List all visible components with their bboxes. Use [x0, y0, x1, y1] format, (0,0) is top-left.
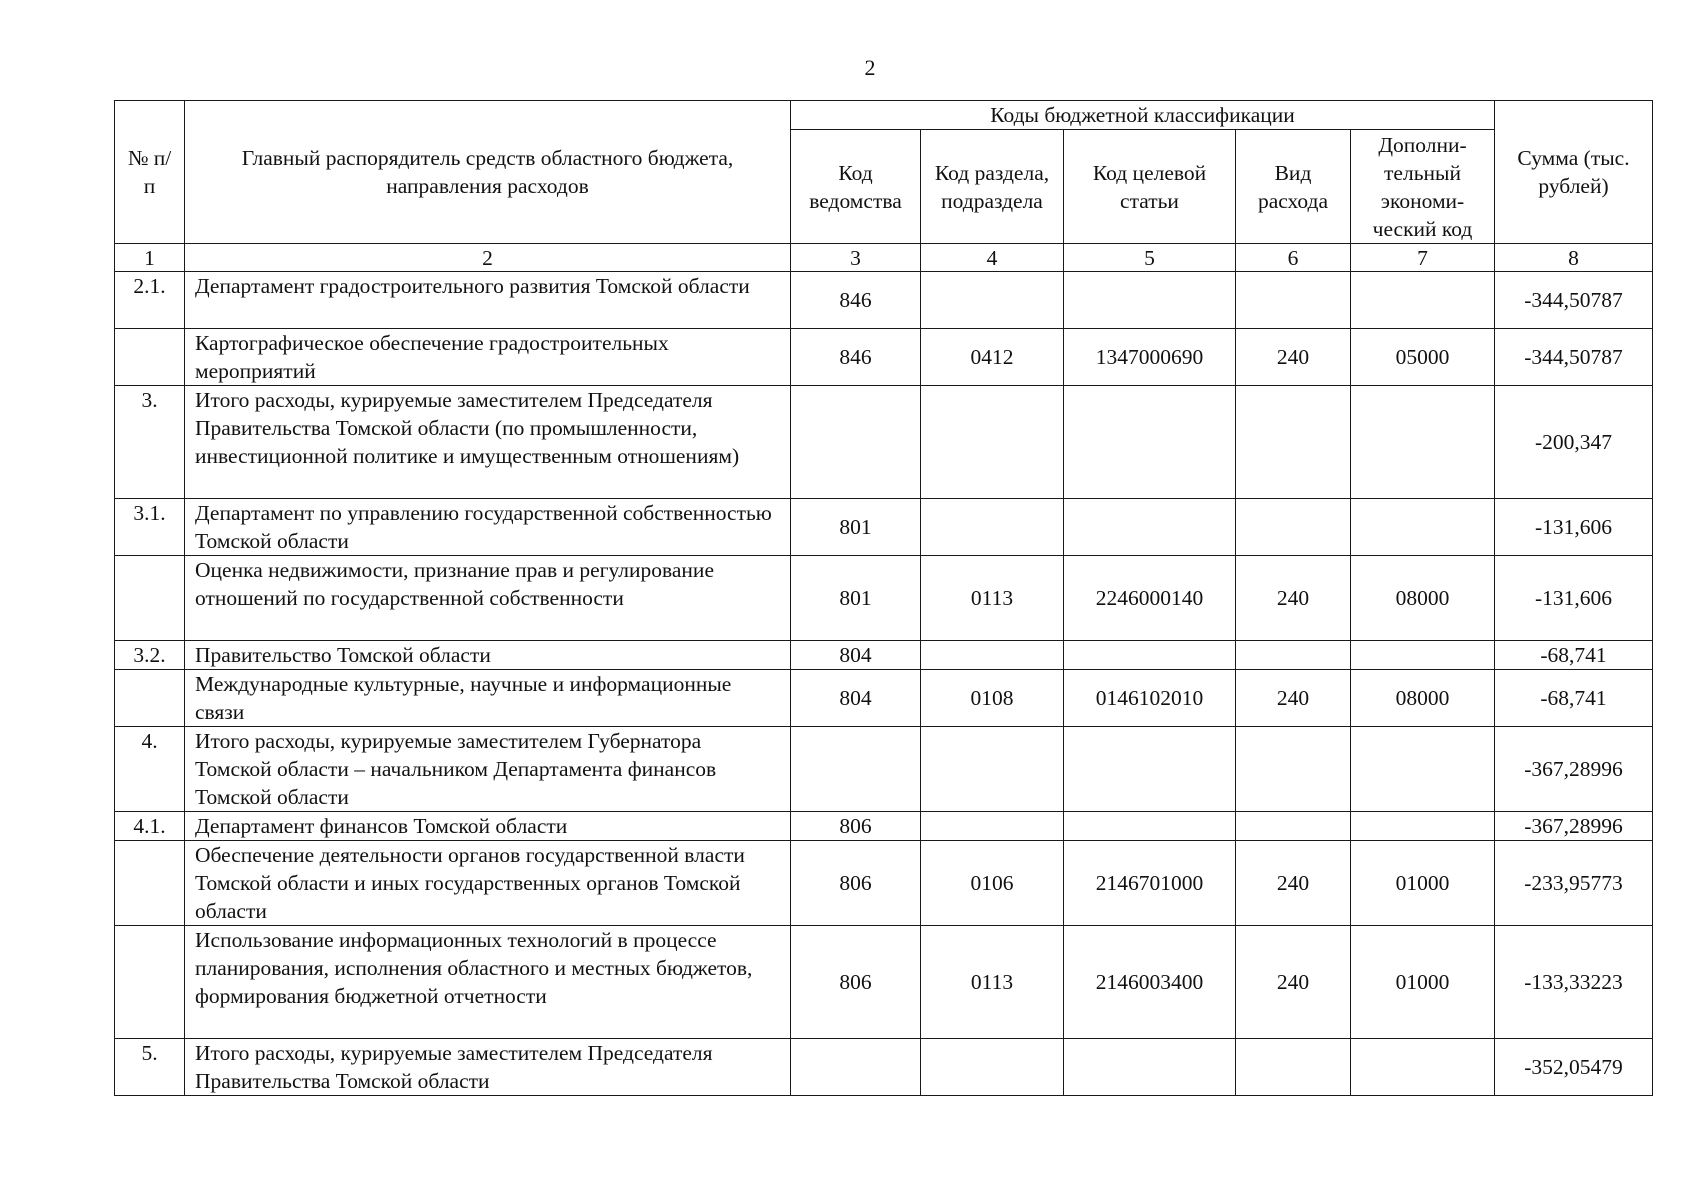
table-row	[115, 329, 1653, 386]
column-number: 3	[791, 244, 921, 272]
row-dop: 08000	[1351, 670, 1495, 727]
row-statia	[1064, 727, 1236, 812]
row-statia: 2146003400	[1064, 926, 1236, 1039]
row-num	[115, 926, 185, 1039]
row-razdel: 0106	[921, 841, 1064, 926]
row-vedomstvo: 846	[791, 329, 921, 386]
row-razdel: 0412	[921, 329, 1064, 386]
row-summa: -68,741	[1495, 670, 1653, 727]
row-num: 4.1.	[115, 812, 185, 841]
header-num: № п/п	[115, 101, 185, 244]
row-vedomstvo: 806	[791, 926, 921, 1039]
row-razdel: 0113	[921, 926, 1064, 1039]
row-statia	[1064, 812, 1236, 841]
row-dop: 01000	[1351, 841, 1495, 926]
page-number: 2	[864, 55, 876, 80]
row-statia: 0146102010	[1064, 670, 1236, 727]
row-statia: 2246000140	[1064, 556, 1236, 641]
row-dop: 01000	[1351, 926, 1495, 1039]
row-statia: 2146701000	[1064, 841, 1236, 926]
table-row	[115, 926, 1653, 1039]
row-num: 3.2.	[115, 641, 185, 670]
row-summa: -68,741	[1495, 641, 1653, 670]
row-summa: -344,50787	[1495, 329, 1653, 386]
row-vid: 240	[1236, 670, 1351, 727]
column-number-row	[115, 244, 1653, 272]
row-summa: -367,28996	[1495, 812, 1653, 841]
row-name: Итого расходы, курируемые заместителем Председателя Правительства Томской области	[185, 1039, 791, 1096]
row-vedomstvo: 846	[791, 272, 921, 329]
row-vedomstvo: 804	[791, 670, 921, 727]
column-number: 4	[921, 244, 1064, 272]
row-num: 3.1.	[115, 499, 185, 556]
row-statia: 1347000690	[1064, 329, 1236, 386]
row-vid: 240	[1236, 329, 1351, 386]
column-number: 8	[1495, 244, 1653, 272]
row-name: Департамент финансов Томской области	[185, 812, 791, 841]
row-vedomstvo: 806	[791, 841, 921, 926]
table-row	[115, 841, 1653, 926]
row-vedomstvo	[791, 1039, 921, 1096]
row-vedomstvo: 801	[791, 556, 921, 641]
row-summa: -367,28996	[1495, 727, 1653, 812]
row-num: 5.	[115, 1039, 185, 1096]
row-statia	[1064, 272, 1236, 329]
table-row	[115, 812, 1653, 841]
row-summa: -133,33223	[1495, 926, 1653, 1039]
header-vedomstvo: Код ведомства	[791, 130, 921, 244]
row-vid: 240	[1236, 556, 1351, 641]
row-name: Департамент по управлению государственной собственностью Томской области	[185, 499, 791, 556]
column-number: 2	[185, 244, 791, 272]
row-vid	[1236, 1039, 1351, 1096]
row-dop	[1351, 727, 1495, 812]
row-vid	[1236, 386, 1351, 499]
table-row	[115, 386, 1653, 499]
row-summa: -344,50787	[1495, 272, 1653, 329]
row-dop	[1351, 641, 1495, 670]
row-statia	[1064, 641, 1236, 670]
row-vid	[1236, 727, 1351, 812]
row-name: Департамент градостроительного развития Томской области	[185, 272, 791, 329]
table-row	[115, 641, 1653, 670]
header-razdel: Код раздела, подраздела	[921, 130, 1064, 244]
row-razdel	[921, 727, 1064, 812]
row-vedomstvo: 801	[791, 499, 921, 556]
row-dop: 05000	[1351, 329, 1495, 386]
table-row	[115, 499, 1653, 556]
row-vid	[1236, 812, 1351, 841]
row-num: 3.	[115, 386, 185, 499]
header-dop: Дополни-тельный экономи-ческий код	[1351, 130, 1495, 244]
table-row	[115, 727, 1653, 812]
row-num	[115, 670, 185, 727]
row-dop	[1351, 386, 1495, 499]
row-statia	[1064, 386, 1236, 499]
row-razdel	[921, 499, 1064, 556]
row-name: Оценка недвижимости, признание прав и регулирование отношений по государственной собственности	[185, 556, 791, 641]
header-name: Главный распорядитель средств областного бюджета, направления расходов	[185, 101, 791, 244]
row-razdel	[921, 386, 1064, 499]
header-statia: Код целевой статьи	[1064, 130, 1236, 244]
row-summa: -352,05479	[1495, 1039, 1653, 1096]
header-summa: Сумма (тыс. рублей)	[1495, 101, 1653, 244]
row-dop	[1351, 1039, 1495, 1096]
row-dop	[1351, 272, 1495, 329]
row-name: Использование информационных технологий в процессе планирования, исполнения областного и местных бюджетов, формирования бюджетной отчетности	[185, 926, 791, 1039]
row-dop: 08000	[1351, 556, 1495, 641]
budget-table	[114, 100, 1653, 1096]
row-razdel: 0113	[921, 556, 1064, 641]
row-vedomstvo	[791, 386, 921, 499]
row-name: Картографическое обеспечение градостроительных мероприятий	[185, 329, 791, 386]
row-vid: 240	[1236, 926, 1351, 1039]
row-razdel	[921, 1039, 1064, 1096]
row-razdel: 0108	[921, 670, 1064, 727]
row-name: Обеспечение деятельности органов государственной власти Томской области и иных государственных органов Томской области	[185, 841, 791, 926]
row-name: Международные культурные, научные и информационные связи	[185, 670, 791, 727]
row-vid	[1236, 641, 1351, 670]
row-vid: 240	[1236, 841, 1351, 926]
row-vedomstvo: 806	[791, 812, 921, 841]
row-vid	[1236, 499, 1351, 556]
row-razdel	[921, 812, 1064, 841]
row-dop	[1351, 812, 1495, 841]
row-vedomstvo	[791, 727, 921, 812]
table-row	[115, 272, 1653, 329]
row-summa: -200,347	[1495, 386, 1653, 499]
row-name: Правительство Томской области	[185, 641, 791, 670]
row-razdel	[921, 641, 1064, 670]
row-num	[115, 841, 185, 926]
column-number: 1	[115, 244, 185, 272]
row-num	[115, 329, 185, 386]
row-razdel	[921, 272, 1064, 329]
row-vid	[1236, 272, 1351, 329]
header-vid: Вид расхода	[1236, 130, 1351, 244]
table-row	[115, 556, 1653, 641]
header-codes-group: Коды бюджетной классификации	[791, 101, 1495, 130]
row-name: Итого расходы, курируемые заместителем Губернатора Томской области – начальником Департамента финансов Томской области	[185, 727, 791, 812]
row-num	[115, 556, 185, 641]
row-num: 4.	[115, 727, 185, 812]
column-number: 6	[1236, 244, 1351, 272]
table-row	[115, 670, 1653, 727]
row-num: 2.1.	[115, 272, 185, 329]
row-summa: -131,606	[1495, 556, 1653, 641]
row-vedomstvo: 804	[791, 641, 921, 670]
row-summa: -131,606	[1495, 499, 1653, 556]
row-statia	[1064, 1039, 1236, 1096]
column-number: 7	[1351, 244, 1495, 272]
column-number: 5	[1064, 244, 1236, 272]
table-row	[115, 1039, 1653, 1096]
row-dop	[1351, 499, 1495, 556]
row-statia	[1064, 499, 1236, 556]
row-name: Итого расходы, курируемые заместителем Председателя Правительства Томской области (по промышленности, инвестиционной политике и имущественным отношениям)	[185, 386, 791, 499]
row-summa: -233,95773	[1495, 841, 1653, 926]
